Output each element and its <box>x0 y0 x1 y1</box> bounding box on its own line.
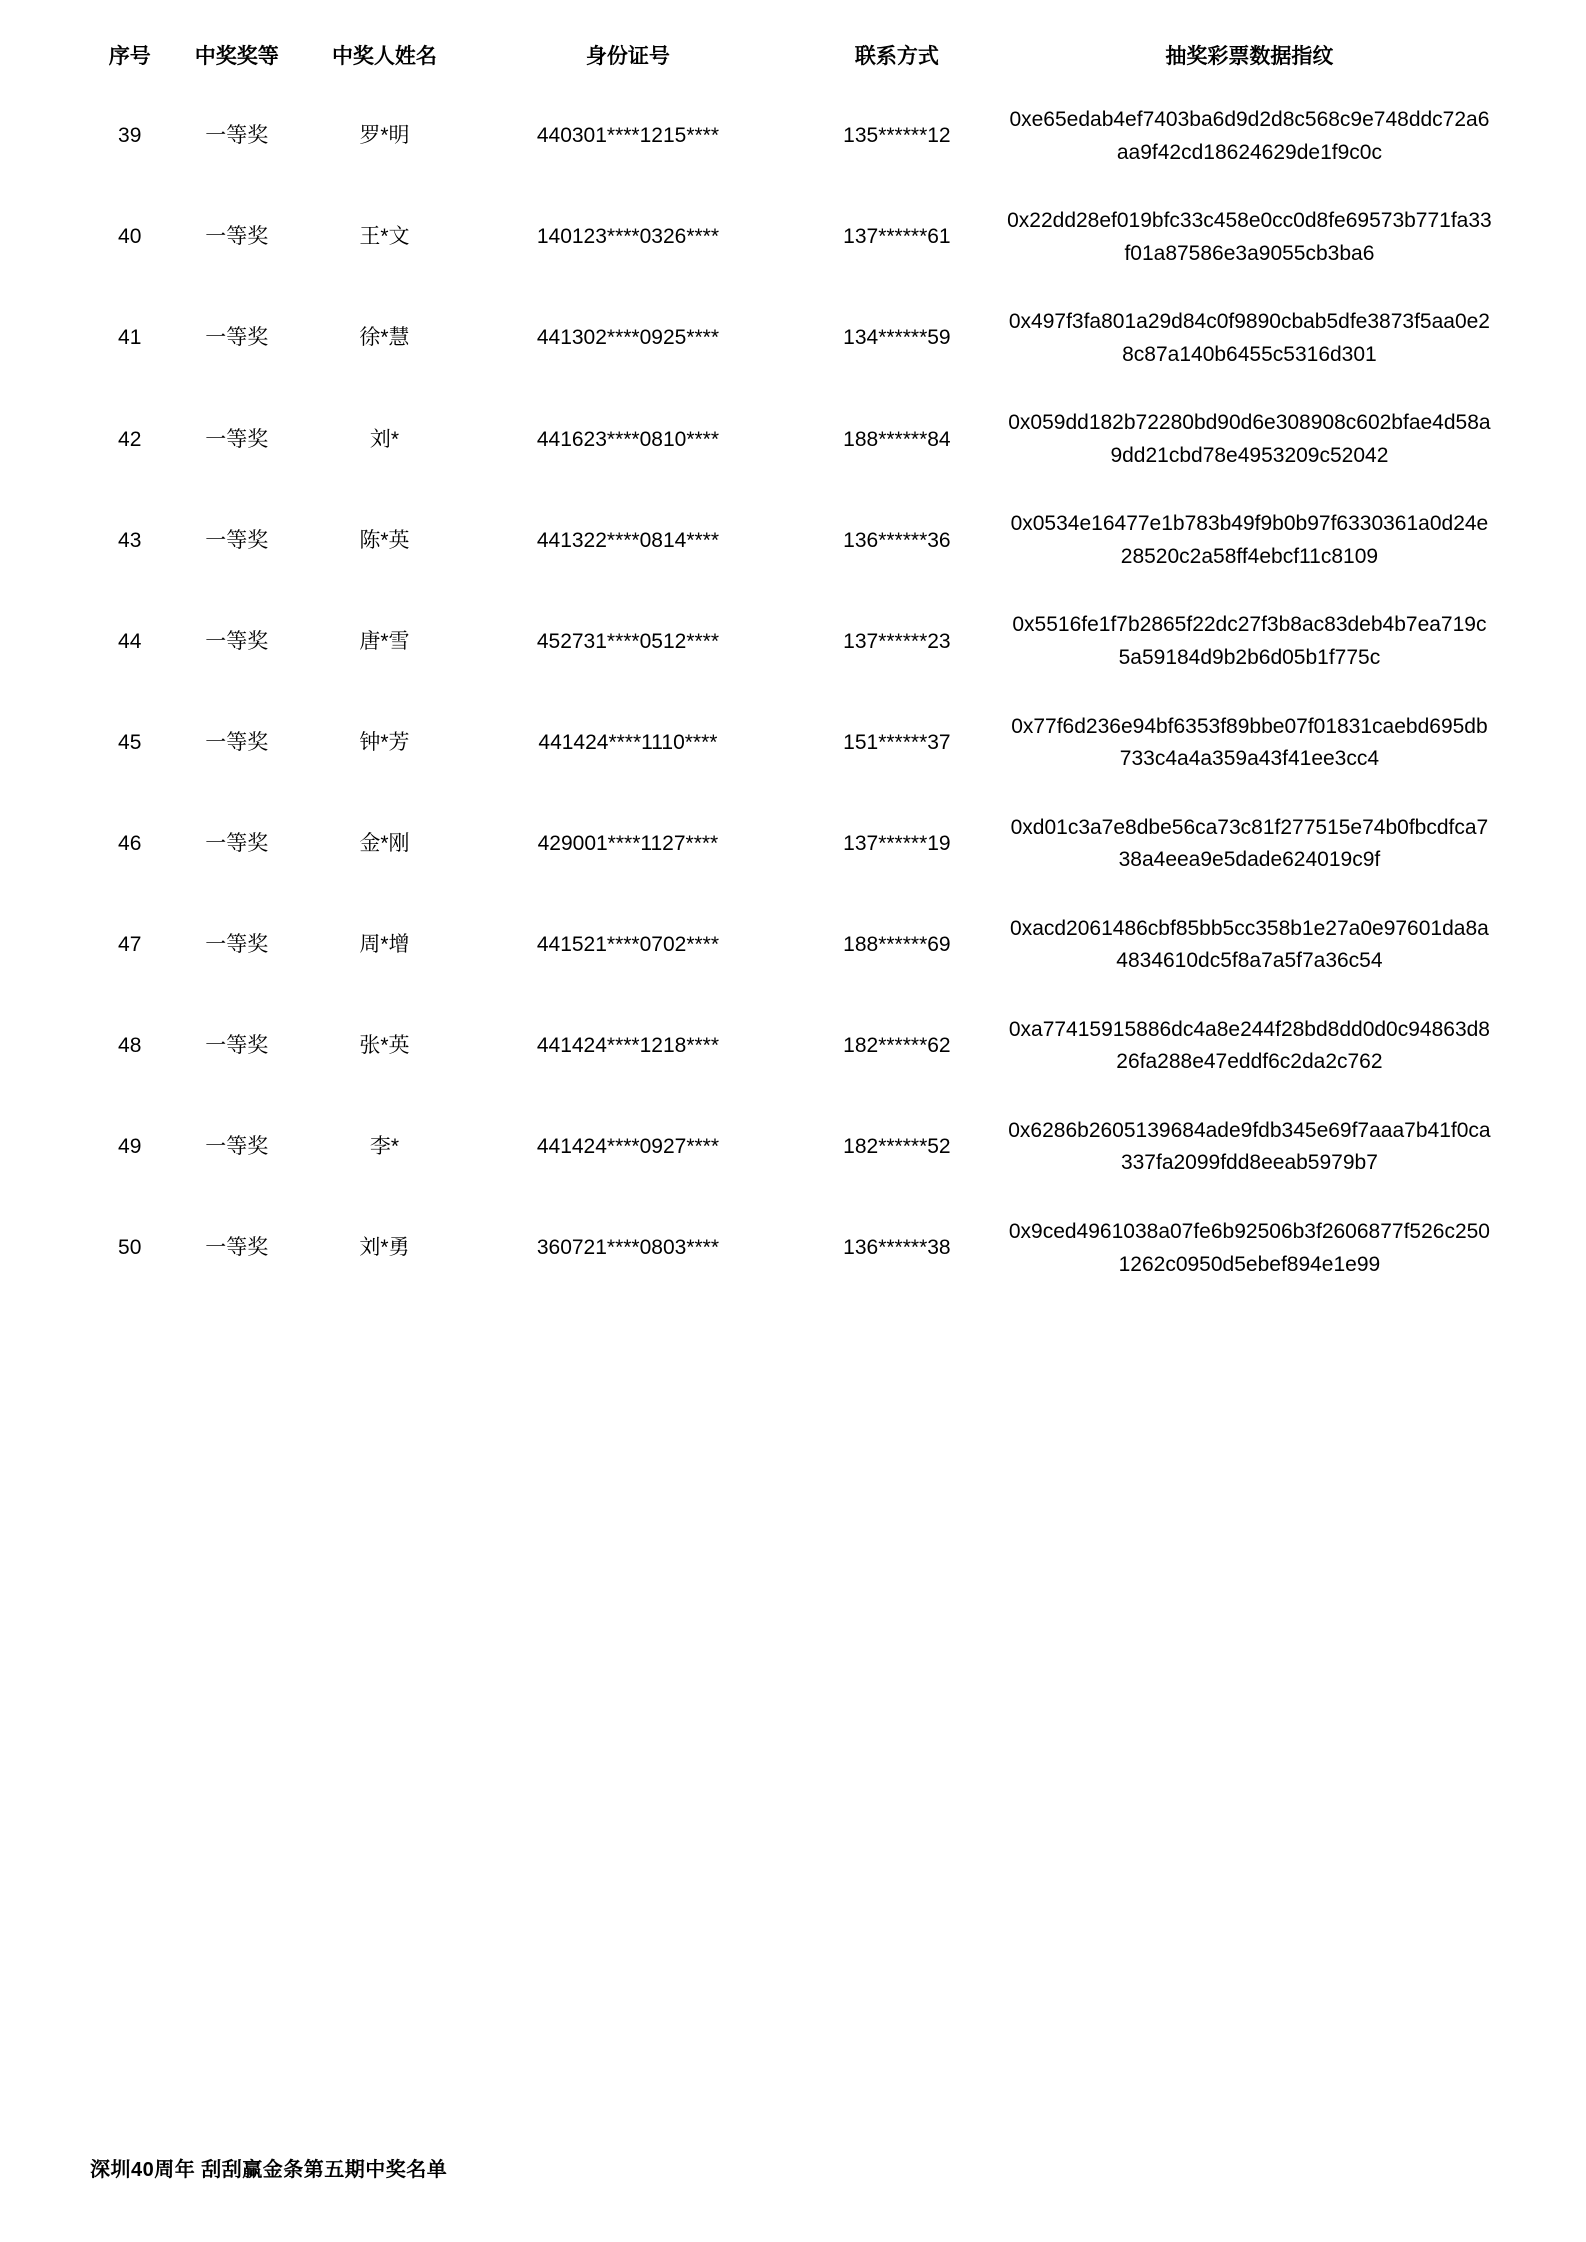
cell-id: 441302****0925**** <box>536 326 720 350</box>
table-header <box>90 28 1496 86</box>
cell-index: 44 <box>118 629 142 653</box>
cell-index: 48 <box>118 1034 142 1058</box>
cell-index: 41 <box>118 326 142 350</box>
cell-phone: 136******36 <box>843 528 951 552</box>
table-row <box>90 389 1496 490</box>
table-row <box>90 693 1496 794</box>
cell-index: 46 <box>118 831 142 855</box>
cell-prize: 一等奖 <box>205 124 269 148</box>
cell-id: 441521****0702**** <box>536 933 720 957</box>
table-row <box>90 794 1496 895</box>
cell-prize: 一等奖 <box>205 1135 269 1159</box>
cell-name: 刘* <box>369 427 400 451</box>
table-row <box>90 591 1496 692</box>
cell-phone: 135******12 <box>843 124 951 148</box>
cell-id: 441424****1110**** <box>538 730 718 754</box>
cell-phone: 137******61 <box>843 225 951 249</box>
cell-phone: 137******23 <box>843 629 951 653</box>
cell-index: 45 <box>118 730 142 754</box>
table-row <box>90 86 1496 187</box>
column-header-id: 身份证号 <box>585 45 670 68</box>
cell-index: 43 <box>118 528 142 552</box>
cell-hash: 0x059dd182b72280bd90d6e308908c602bfae4d58a9dd21cbd78e4953209c52042 <box>1008 411 1491 467</box>
cell-id: 429001****1127**** <box>537 831 719 855</box>
cell-hash: 0x77f6d236e94bf6353f89bbe07f01831caebd695db733c4a4a359a43f41ee3cc4 <box>1011 714 1488 771</box>
table-row <box>90 288 1496 389</box>
cell-phone: 134******59 <box>843 326 951 350</box>
cell-prize: 一等奖 <box>205 528 269 552</box>
cell-id: 441623****0810**** <box>536 427 720 451</box>
cell-phone: 136******38 <box>843 1236 951 1260</box>
cell-prize: 一等奖 <box>205 933 269 957</box>
cell-name: 刘*勇 <box>359 1236 410 1260</box>
cell-name: 李* <box>369 1135 400 1159</box>
cell-prize: 一等奖 <box>205 730 269 754</box>
cell-hash: 0x497f3fa801a29d84c0f9890cbab5dfe3873f5aa0e28c87a140b6455c5316d301 <box>1008 310 1490 366</box>
table-row <box>90 895 1496 996</box>
cell-phone: 182******62 <box>843 1034 951 1058</box>
cell-id: 441424****1218**** <box>536 1034 720 1058</box>
cell-hash: 0x9ced4961038a07fe6b92506b3f2606877f526c2501262c0950d5ebef894e1e99 <box>1008 1220 1490 1276</box>
cell-prize: 一等奖 <box>205 225 269 249</box>
cell-prize: 一等奖 <box>205 629 269 653</box>
column-header-prize: 中奖奖等 <box>194 45 279 68</box>
cell-hash: 0x6286b2605139684ade9fdb345e69f7aaa7b41f0ca337fa2099fdd8eeab5979b7 <box>1008 1118 1491 1175</box>
cell-id: 441322****0814**** <box>536 528 720 552</box>
cell-prize: 一等奖 <box>205 1236 269 1260</box>
cell-id: 360721****0803**** <box>536 1236 720 1260</box>
cell-index: 47 <box>118 933 142 957</box>
cell-index: 39 <box>118 124 142 148</box>
cell-prize: 一等奖 <box>205 831 269 855</box>
table-row <box>90 1198 1496 1299</box>
cell-index: 42 <box>118 427 142 451</box>
cell-hash: 0xacd2061486cbf85bb5cc358b1e27a0e97601da8a4834610dc5f8a7a5f7a36c54 <box>1010 916 1489 973</box>
table-row <box>90 996 1496 1097</box>
cell-id: 140123****0326**** <box>536 225 720 249</box>
cell-id: 452731****0512**** <box>536 629 720 653</box>
footer-note: 深圳40周年 刮刮赢金条第五期中奖名单 <box>90 2159 448 2181</box>
cell-name: 唐*雪 <box>359 629 410 653</box>
cell-name: 钟*芳 <box>359 730 410 754</box>
cell-hash: 0x0534e16477e1b783b49f9b0b97f6330361a0d24e28520c2a58ff4ebcf11c8109 <box>1010 512 1489 568</box>
cell-hash: 0x5516fe1f7b2865f22dc27f3b8ac83deb4b7ea719c5a59184d9b2b6d05b1f775c <box>1012 613 1487 670</box>
cell-name: 徐*慧 <box>359 326 410 350</box>
cell-prize: 一等奖 <box>205 326 269 350</box>
cell-hash: 0xa77415915886dc4a8e244f28bd8dd0d0c94863d826fa288e47eddf6c2da2c762 <box>1008 1017 1490 1074</box>
cell-phone: 188******69 <box>843 933 951 957</box>
table-body <box>90 86 1496 1299</box>
cell-name: 周*增 <box>359 933 410 957</box>
cell-index: 50 <box>118 1236 142 1260</box>
table-header-row <box>90 28 1496 86</box>
column-header-name: 中奖人姓名 <box>331 45 437 68</box>
cell-id: 440301****1215**** <box>536 124 720 148</box>
table-row <box>90 490 1496 591</box>
cell-prize: 一等奖 <box>205 427 269 451</box>
cell-hash: 0x22dd28ef019bfc33c458e0cc0d8fe69573b771fa33f01a87586e3a9055cb3ba6 <box>1007 209 1492 265</box>
table-row <box>90 1097 1496 1198</box>
column-header-hash: 抽奖彩票数据指纹 <box>1165 45 1334 68</box>
winners-table <box>90 28 1496 1299</box>
cell-phone: 137******19 <box>843 831 951 855</box>
cell-name: 金*刚 <box>359 831 410 855</box>
cell-name: 王*文 <box>359 225 410 249</box>
cell-name: 罗*明 <box>359 124 410 148</box>
cell-id: 441424****0927**** <box>536 1135 720 1159</box>
cell-hash: 0xe65edab4ef7403ba6d9d2d8c568c9e748ddc72a6aa9f42cd18624629de1f9c0c <box>1009 108 1490 164</box>
cell-index: 49 <box>118 1135 142 1159</box>
cell-index: 40 <box>118 225 142 249</box>
table-row <box>90 187 1496 288</box>
cell-phone: 188******84 <box>843 427 951 451</box>
cell-prize: 一等奖 <box>205 1034 269 1058</box>
cell-phone: 151******37 <box>843 730 951 754</box>
cell-name: 张*英 <box>359 1034 410 1058</box>
cell-name: 陈*英 <box>359 528 410 552</box>
cell-phone: 182******52 <box>843 1135 951 1159</box>
cell-hash: 0xd01c3a7e8dbe56ca73c81f277515e74b0fbcdfca738a4eea9e5dade624019c9f <box>1010 815 1489 872</box>
column-header-index: 序号 <box>108 45 151 68</box>
column-header-phone: 联系方式 <box>854 45 939 68</box>
